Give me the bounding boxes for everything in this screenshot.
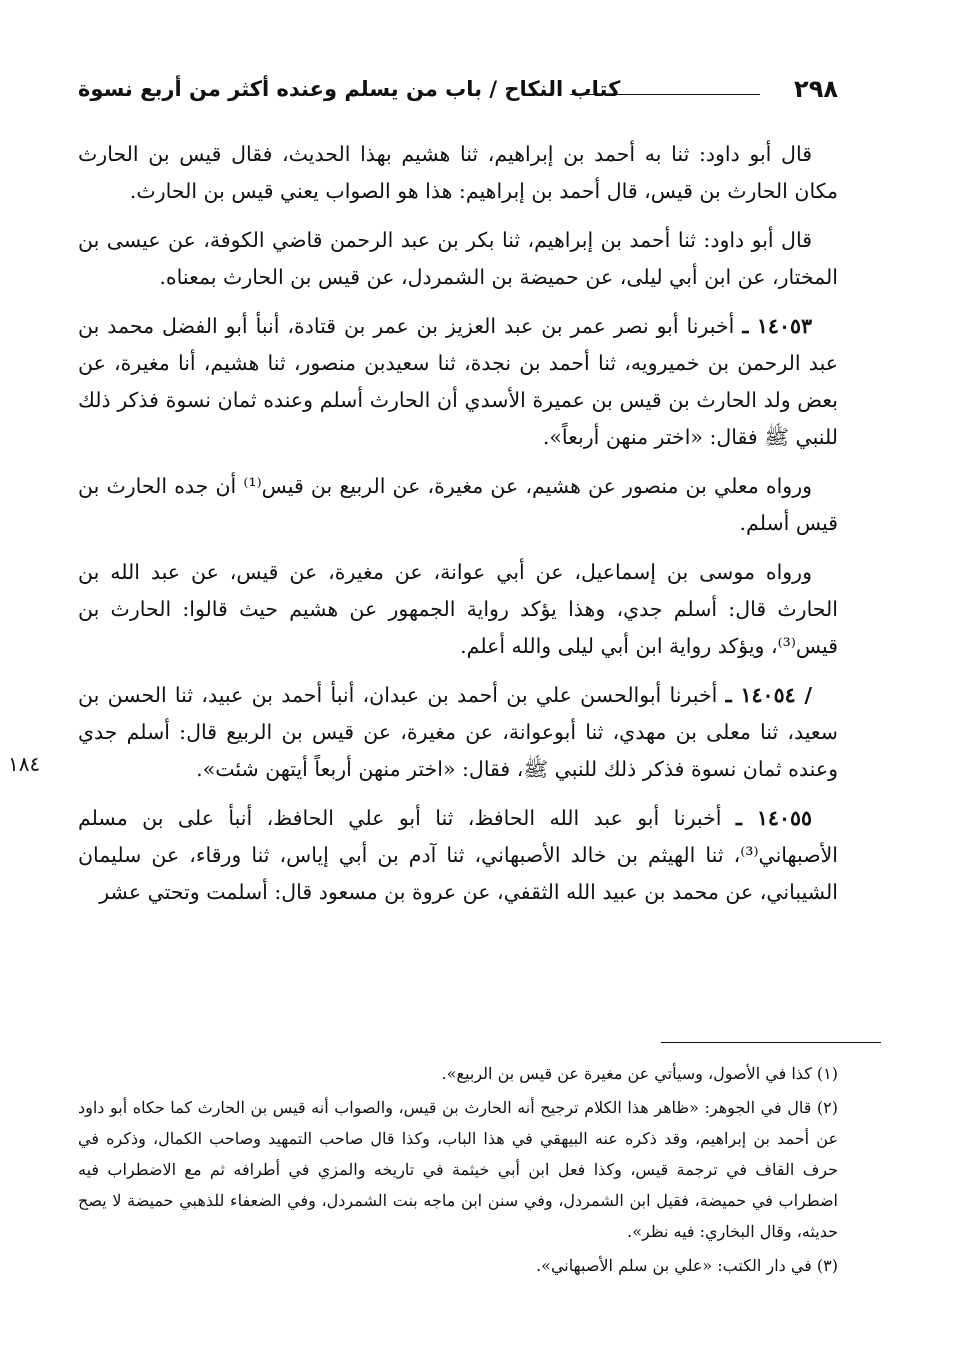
paragraph-text: قال أبو داود: ثنا به أحمد بن إبراهيم، ثنا هشيم بهذا الحديث، فقال قيس بن الحارث مكان الحارث بن قيس، قال أحمد بن إبراهيم: هذا هو الصواب يعني قيس بن الحارث. (78, 142, 838, 203)
hadith-number: ١٤٠٥٥ ـ (735, 806, 812, 830)
paragraph (78, 222, 838, 296)
footnote: (٣) في دار الكتب: «علي بن سلم الأصبهاني». (536, 1256, 838, 1275)
paragraph-text: ورواه معلي بن منصور عن هشيم، عن مغيرة، عن الربيع بن قيس⁽¹⁾ أن جده الحارث بن قيس أسلم. (78, 474, 838, 535)
main-text (78, 136, 838, 923)
margin-page-reference: ١٨٤ (8, 752, 41, 776)
paragraph-text: قال أبو داود: ثنا أحمد بن إبراهيم، ثنا بكر بن عبد الرحمن قاضي الكوفة، عن عيسى بن المختار، عن ابن أبي ليلى، عن حميضة بن الشمردل، عن قيس بن الحارث بمعناه. (78, 228, 838, 289)
paragraph-text: أخبرنا أبو عبد الله الحافظ، ثنا أبو علي الحافظ، أنبأ على بن مسلم الأصبهاني⁽³⁾، ثنا الهيثم بن خالد الأصبهاني، ثنا آدم بن أبي إياس، ثنا ورقاء، عن سليمان الشيباني، عن محمد بن عبيد الله الثقفي، عن عروة بن مسعود قال: أسلمت وتحتي عشر (78, 806, 838, 904)
paragraph (78, 308, 838, 456)
page-number: ٢٩٨ (794, 75, 838, 103)
paragraph-text: أخبرنا أبو نصر عمر بن عبد العزيز بن عمر بن قتادة، أنبأ أبو الفضل محمد بن عبد الرحمن بن خميرويه، ثنا أحمد بن نجدة، ثنا سعيدبن منصور، ثنا هشيم، أنا مغيرة، عن بعض ولد الحارث بن قيس بن عميرة الأسدي أن الحارث أسلم وعنده ثمان نسوة فذكر ذلك للنبي ﷺ فقال: «اختر منهن أربعاً». (78, 314, 838, 449)
paragraph (78, 468, 838, 542)
page-header (78, 74, 838, 108)
paragraph (78, 554, 838, 665)
paragraph (78, 677, 838, 788)
footnote-rule (661, 1042, 881, 1043)
hadith-number: / ١٤٠٥٤ ـ (725, 683, 812, 707)
footnote: (١) كذا في الأصول، وسيأتي عن مغيرة عن قيس بن الربيع». (441, 1064, 838, 1083)
footnotes (78, 1058, 838, 1284)
paragraph (78, 800, 838, 911)
running-title: كتاب النكاح / باب من يسلم وعنده أكثر من أربع نسوة (78, 77, 621, 101)
paragraph-text: أخبرنا أبوالحسن علي بن أحمد بن عبدان، أنبأ أحمد بن عبيد، ثنا الحسن بن سعيد، ثنا معلى بن مهدي، ثنا أبوعوانة، عن مغيرة، عن قيس بن الربيع قال: أسلم جدي وعنده ثمان نسوة فذكر ذلك للنبي ﷺ، فقال: «اختر منهن أربعاً أيتهن شئت». (78, 683, 838, 781)
paragraph (78, 136, 838, 210)
hadith-number: ١٤٠٥٣ ـ (742, 314, 812, 338)
footnote: (٢) قال في الجوهر: «ظاهر هذا الكلام ترجيح أنه الحارث بن قيس، والصواب أنه قيس بن الحارث كما حكاه أبو داود عن أحمد بن إبراهيم، وقد ذكره عنه البيهقي في هذا الباب، وكذا قال صاحب التمهيد وصاحب الكمال، وذكره في حرف القاف في ترجمة قيس، وكذا فعل ابن أبي خيثمة في تاريخه والمزي في أطرافه ثم مع الاضطراب فيه اضطراب في حميضة، فقيل ابن الشمردل، وفي سنن ابن ماجه بنت الشمردل، وفي الضعفاء للذهبي حميضة لا يصح حديثه، وقال البخاري: فيه نظر». (78, 1098, 838, 1241)
paragraph-text: ورواه موسى بن إسماعيل، عن أبي عوانة، عن مغيرة، عن قيس، عن عبد الله بن الحارث قال: أسلم جدي، وهذا يؤكد رواية الجمهور عن هشيم حيث قالوا: الحارث بن قيس⁽³⁾، ويؤكد رواية ابن أبي ليلى والله أعلم. (78, 560, 838, 658)
